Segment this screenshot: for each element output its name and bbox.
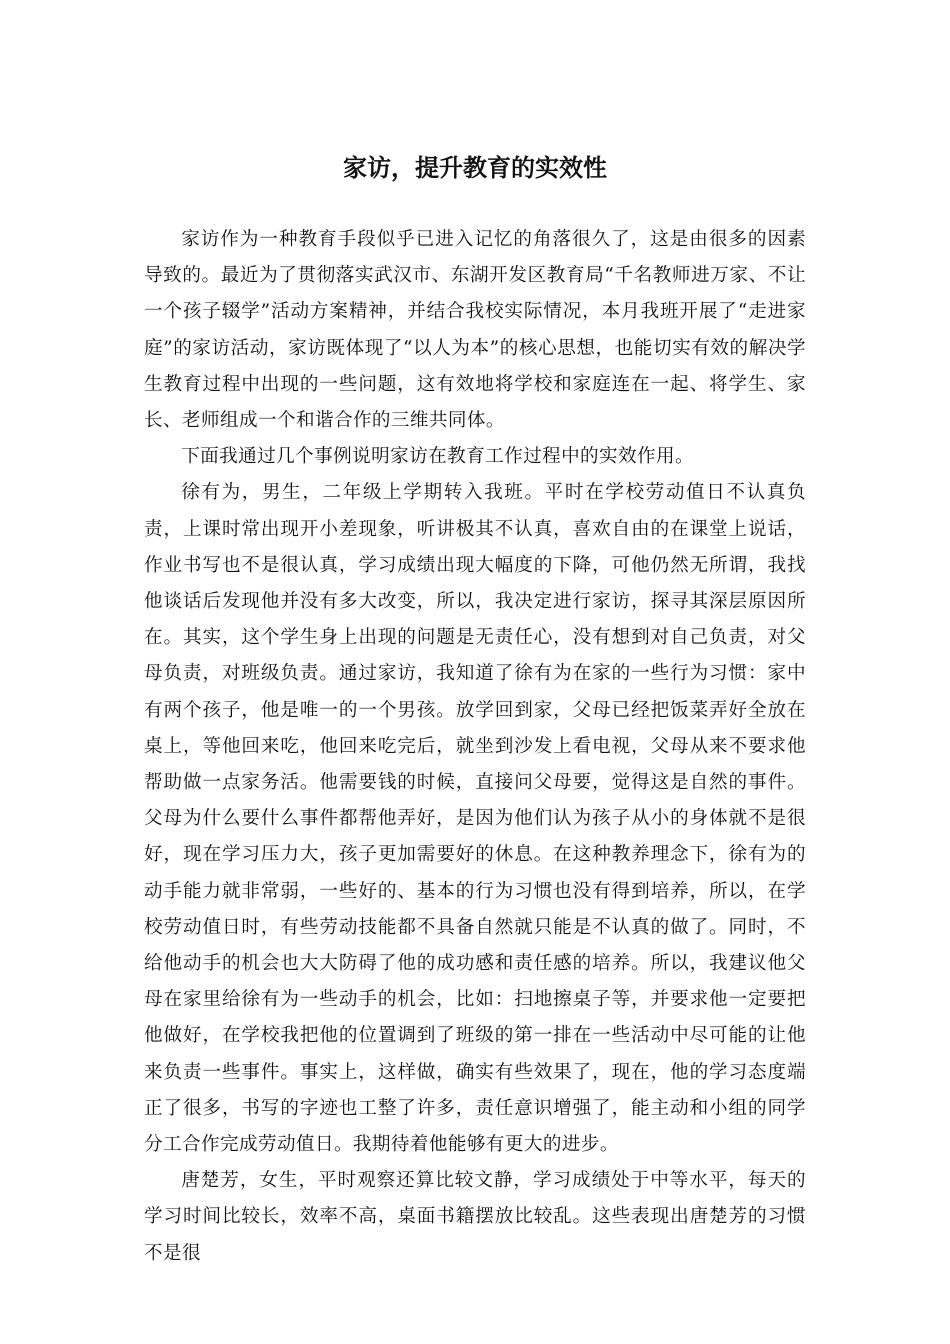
document-title: 家访，提升教育的实效性 [343,154,607,182]
paragraph-intro: 家访作为一种教育手段似乎已进入记忆的角落很久了，这是由很多的因素导致的。最近为了贯彻落实武汉市、东湖开发区教育局“千名教师进万家、不让一个孩子辍学”活动方案精神，并结合我校实际情况，本月我班开展了“走进家庭”的家访活动，家访既体现了“以人为本”的核心思想，也能切实有效的解决学生教育过程中出现的一些问题，这有效地将学校和家庭连在一起、将学生、家长、老师组成一个和谐合作的三维共同体。 [144,229,806,432]
document-body [144,222,806,1272]
paragraph-case-tang-chufang: 唐楚芳，女生，平时观察还算比较文静，学习成绩处于中等水平，每天的学习时间比较长，效率不高，桌面书籍摆放比较乱。这些表现出唐楚芳的习惯不是很 [144,1170,806,1264]
paragraph-case-xu-youwei: 徐有为，男生，二年级上学期转入我班。平时在学校劳动值日不认真负责，上课时常出现开小差现象，听讲极其不认真，喜欢自由的在课堂上说话，作业书写也不是很认真，学习成绩出现大幅度的下降，可他仍然无所谓，我找他谈话后发现他并没有多大改变，所以，我决定进行家访，探寻其深层原因所在。其实，这个学生身上出现的问题是无责任心，没有想到对自己负责，对父母负责，对班级负责。通过家访，我知道了徐有为在家的一些行为习惯：家中有两个孩子，他是唯一的一个男孩。放学回到家，父母已经把饭菜弄好全放在桌上，等他回来吃，他回来吃完后，就坐到沙发上看电视，父母从来不要求他帮助做一点家务活。他需要钱的时候，直接问父母要，觉得这是自然的事件。父母为什么要什么事件都帮他弄好，是因为他们认为孩子从小的身体就不是很好，现在学习压力大，孩子更加需要好的休息。在这种教养理念下，徐有为的动手能力就非常弱，一些好的、基本的行为习惯也没有得到培养，所以，在学校劳动值日时，有些劳动技能都不具备自然就只能是不认真的做了。同时，不给他动手的机会也大大防碍了他的成功感和责任感的培养。所以，我建议他父母在家里给徐有为一些动手的机会，比如：扫地擦桌子等，并要求他一定要把他做好，在学校我把他的位置调到了班级的第一排在一些活动中尽可能的让他来负责一些事件。事实上，这样做，确实有些效果了，现在，他的学习态度端正了很多，书写的字迹也工整了许多，责任意识增强了，能主动和小组的同学分工合作完成劳动值日。我期待着他能够有更大的进步。 [144,482,806,1156]
paragraph-examples-lead: 下面我通过几个事例说明家访在教育工作过程中的实效作用。 [181,446,695,468]
